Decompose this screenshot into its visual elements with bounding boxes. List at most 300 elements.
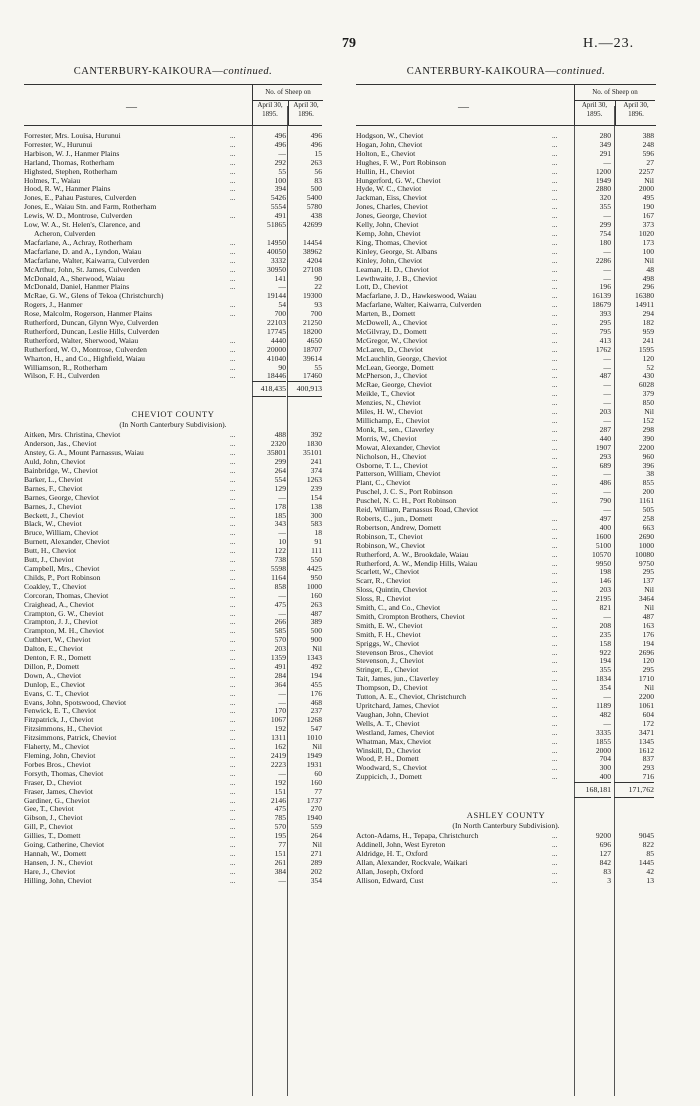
sheep-1896: 2200 — [638, 442, 654, 452]
sheep-1896: 438 — [310, 211, 322, 221]
leader-dots: ... — [552, 773, 558, 782]
sheep-1896: 396 — [642, 460, 654, 470]
sheep-1895: 5598 — [270, 563, 286, 573]
sheep-1896: 2696 — [638, 647, 654, 657]
leader-dots: ... — [230, 529, 236, 538]
sheep-1896: 202 — [310, 866, 322, 876]
holder-name: Beckett, J., Cheviot — [24, 510, 84, 520]
holder-name: Corcoran, Thomas, Cheviot — [24, 590, 109, 600]
holder-name: Meikle, T., Cheviot — [356, 389, 415, 399]
leader-dots: ... — [552, 176, 558, 185]
sheep-1895: 198 — [599, 567, 611, 577]
leader-dots: ... — [230, 301, 236, 310]
leader-dots: ... — [552, 604, 558, 613]
sheep-1896: 289 — [310, 857, 322, 867]
sheep-1896: 120 — [642, 656, 654, 666]
sheep-1896: 4204 — [306, 255, 322, 265]
sheep-1895: 1359 — [270, 653, 286, 663]
leader-dots: ... — [230, 689, 236, 698]
holder-name: Rutherford, Duncan, Leslie Hills, Culverden — [24, 326, 160, 336]
left-title-suffix: continued. — [223, 66, 273, 77]
sheep-1896: 163 — [642, 620, 654, 630]
leader-dots: ... — [552, 639, 558, 648]
leader-dots: ... — [230, 564, 236, 573]
holder-name: Rose, Malcolm, Rogerson, Hanmer Plains — [24, 309, 153, 319]
sheep-1895: 475 — [274, 804, 286, 814]
sheep-1896: Nil — [312, 840, 322, 850]
holder-name: Macfarlane, D. and A., Lyndon, Waiau — [24, 246, 142, 256]
sheep-1895: — — [603, 505, 611, 515]
sheep-1895: — — [278, 608, 286, 618]
leader-dots: ... — [552, 354, 558, 363]
sheep-1896: 1830 — [306, 439, 322, 449]
sheep-1896: 18707 — [303, 344, 322, 354]
holder-name: Gee, T., Cheviot — [24, 804, 74, 814]
sheep-1895: — — [278, 528, 286, 538]
sheep-1895: — — [278, 688, 286, 698]
left-header-col-1896: April 30, 1896. — [288, 101, 323, 125]
sheep-1895: 180 — [599, 237, 611, 247]
sheep-1895: 264 — [274, 466, 286, 475]
holder-name: Gill, P., Cheviot — [24, 822, 73, 832]
holder-name: Morris, W., Cheviot — [356, 433, 417, 443]
page-header — [0, 36, 700, 56]
sheep-1895: 20000 — [267, 344, 286, 354]
sheep-1896: 296 — [642, 282, 654, 292]
holder-name: Down, A., Cheviot — [24, 670, 82, 680]
sheep-1896: 13 — [646, 875, 654, 885]
sheep-1895: 146 — [599, 576, 611, 586]
holder-name: Scarr, R., Cheviot — [356, 576, 411, 586]
sheep-1896: 1020 — [638, 228, 654, 238]
sheep-1895: 30950 — [267, 264, 286, 274]
holder-name: Gillies, T., Domett — [24, 831, 81, 841]
leader-dots: ... — [230, 876, 236, 885]
sheep-1895: 2320 — [270, 439, 286, 449]
sheep-1896: 3464 — [638, 594, 654, 604]
leader-dots: ... — [230, 185, 236, 194]
leader-dots: ... — [552, 841, 558, 850]
sheep-1896: 1445 — [638, 857, 654, 867]
leader-dots: ... — [230, 354, 236, 363]
left-county-heading: CHEVIOT COUNTY — [131, 409, 215, 420]
sheep-1896: 559 — [310, 822, 322, 832]
sheep-1896: 138 — [310, 501, 322, 511]
holder-name: Rutherford, A. W., Mendip Hills, Waiau — [356, 558, 478, 568]
document-reference: H.—23. — [583, 36, 635, 51]
sheep-1895: 35801 — [267, 448, 286, 458]
leader-dots: ... — [230, 627, 236, 636]
sheep-1896: 430 — [642, 371, 654, 381]
leader-dots: ... — [230, 823, 236, 832]
holder-name: Rogers, J., Hanmer — [24, 300, 83, 310]
leader-dots: ... — [552, 301, 558, 310]
sheep-1895: — — [603, 416, 611, 425]
holder-name: Osborne, T. L., Cheviot — [356, 460, 428, 470]
sheep-1895: 196 — [599, 282, 611, 292]
sheep-1895: 475 — [274, 599, 286, 609]
left-title-text: CANTERBURY-KAIKOURA— — [73, 66, 224, 77]
holder-name: Jones, E., Waiau Stn. and Farm, Rotherham — [24, 202, 157, 212]
sheep-1896: 77 — [314, 786, 322, 796]
leader-dots: ... — [552, 247, 558, 256]
leader-dots: ... — [230, 176, 236, 185]
sheep-1896: 9750 — [638, 558, 654, 568]
sheep-1896: Nil — [644, 175, 654, 185]
leader-dots: ... — [230, 511, 236, 520]
leader-dots: ... — [552, 132, 558, 140]
holder-name: Highsted, Stephen, Rotherham — [24, 166, 118, 176]
leader-dots: ... — [230, 132, 236, 140]
holder-name: Barnes, J., Cheviot — [24, 501, 82, 511]
sheep-1895: 10 — [278, 537, 286, 547]
sheep-1895: 9200 — [595, 831, 611, 841]
sheep-1895: 821 — [599, 603, 611, 613]
leader-dots: ... — [230, 556, 236, 565]
holder-name: Hare, J., Cheviot — [24, 866, 76, 876]
sheep-1895: 293 — [599, 451, 611, 461]
leader-dots: ... — [230, 158, 236, 167]
leader-dots: ... — [230, 858, 236, 867]
sheep-1896: 2200 — [638, 692, 654, 702]
holder-name: Auld, John, Cheviot — [24, 457, 86, 467]
sheep-1895: 54 — [278, 300, 286, 310]
sheep-1895: 1067 — [270, 715, 286, 725]
right-table-header — [356, 84, 656, 126]
sheep-1895: 195 — [274, 831, 286, 841]
holder-name: McGregor, W., Cheviot — [356, 335, 428, 345]
holder-name: Nicholson, H., Cheviot — [356, 451, 427, 461]
sheep-1896: 38 — [646, 469, 654, 479]
sheep-1896: 173 — [642, 237, 654, 247]
sheep-1896: 38962 — [303, 246, 322, 256]
leader-dots: ... — [230, 752, 236, 760]
sheep-1896: 455 — [310, 679, 322, 689]
leader-dots: ... — [552, 532, 558, 541]
leader-dots: ... — [552, 702, 558, 710]
sheep-1896: 10080 — [635, 549, 654, 559]
sheep-1895: 18679 — [592, 300, 611, 310]
leader-dots: ... — [552, 212, 558, 221]
leader-dots: ... — [230, 520, 236, 529]
sheep-1896: 392 — [310, 430, 322, 440]
right-title-suffix: continued. — [556, 66, 606, 77]
leader-dots: ... — [552, 719, 558, 728]
holder-name: Addinell, John, West Eyreton — [356, 840, 446, 850]
sheep-1895: 400 — [599, 772, 611, 782]
holder-name: Hodgson, W., Cheviot — [356, 131, 424, 140]
sheep-1895: 203 — [274, 644, 286, 654]
sheep-1895: 83 — [603, 866, 611, 876]
sheep-1895: 364 — [274, 679, 286, 689]
sheep-1895: — — [603, 157, 611, 167]
sheep-1896: 1010 — [306, 733, 322, 743]
holder-name: Cuthbert, W., Cheviot — [24, 635, 91, 645]
right-header-col-1896: April 30, 1896. — [615, 101, 656, 125]
leader-dots: ... — [552, 523, 558, 532]
holder-name: Plant, C., Cheviot — [356, 478, 411, 488]
leader-dots: ... — [552, 425, 558, 434]
holder-name: Aitken, Mrs. Christina, Cheviot — [24, 430, 121, 440]
holder-name: Acton-Adams, H., Tepapa, Christchurch — [356, 831, 479, 841]
holder-name: McPherson, J., Cheviot — [356, 371, 428, 381]
leader-dots: ... — [230, 440, 236, 449]
leader-dots: ... — [230, 716, 236, 725]
leader-dots: ... — [230, 256, 236, 265]
sheep-1895: 570 — [274, 822, 286, 832]
holder-name: Stevenson, J., Cheviot — [356, 656, 424, 666]
holder-name: Marten, B., Domett — [356, 309, 416, 319]
holder-name: Butt, J., Cheviot — [24, 555, 74, 565]
holder-name: Bruce, William, Cheviot — [24, 528, 99, 538]
leader-dots: ... — [552, 256, 558, 265]
sheep-1895: 355 — [599, 665, 611, 675]
holder-name: Smith, Crompton Brothers, Cheviot — [356, 611, 465, 621]
sheep-1895: 178 — [274, 501, 286, 511]
sheep-1896: 855 — [642, 478, 654, 488]
sheep-1896: 468 — [310, 697, 322, 707]
leader-dots: ... — [552, 876, 558, 885]
holder-name: Macfarlane, A., Achray, Rotherham — [24, 237, 133, 247]
sheep-1895: 299 — [599, 220, 611, 230]
sheep-1895: 151 — [274, 786, 286, 796]
leader-dots: ... — [552, 443, 558, 452]
holder-name: Crampton, J. J., Cheviot — [24, 617, 98, 627]
holder-name: Flaherty, M., Cheviot — [24, 742, 90, 752]
sheep-1896: 42699 — [303, 220, 322, 230]
sheep-1896: 16380 — [635, 291, 654, 301]
leader-dots: ... — [230, 149, 236, 158]
sheep-1896: 1061 — [638, 701, 654, 710]
sheep-1896: 505 — [642, 505, 654, 515]
leader-dots: ... — [230, 475, 236, 484]
sheep-1895: 141 — [274, 273, 286, 283]
table-row — [356, 877, 656, 886]
leader-dots: ... — [230, 372, 236, 381]
leader-dots: ... — [552, 399, 558, 408]
leader-dots: ... — [552, 283, 558, 292]
sheep-1896: 716 — [642, 772, 654, 782]
leader-dots: ... — [552, 595, 558, 604]
sheep-1896: 379 — [642, 389, 654, 399]
sheep-1895: 235 — [599, 629, 611, 639]
leader-dots: ... — [230, 636, 236, 645]
holder-name: Menzies, N., Cheviot — [356, 398, 421, 408]
sheep-1896: 258 — [642, 513, 654, 523]
sheep-1896: 374 — [310, 466, 322, 475]
holder-name: Kinley, John, Cheviot — [356, 255, 423, 265]
sheep-1896: 35101 — [303, 448, 322, 458]
sheep-1896: 390 — [642, 433, 654, 443]
holder-name: Wilson, F. H., Culverden — [24, 371, 100, 381]
sheep-1895: 22103 — [267, 318, 286, 328]
leader-dots: ... — [230, 458, 236, 467]
leader-dots: ... — [552, 621, 558, 630]
sheep-1896: 93 — [314, 300, 322, 310]
holder-name: Fitzpatrick, J., Cheviot — [24, 715, 94, 725]
sheep-1896: 596 — [642, 148, 654, 158]
sheep-1896: 264 — [310, 831, 322, 841]
sheep-1896: 194 — [310, 670, 322, 680]
leader-dots: ... — [230, 698, 236, 707]
sheep-1896: 1345 — [638, 736, 654, 746]
holder-name: Wells, A. T., Cheviot — [356, 718, 420, 728]
holder-name: Fraser, James, Cheviot — [24, 786, 93, 796]
holder-name: Evans, John, Spotswood, Cheviot — [24, 697, 127, 707]
holder-name: Kelly, John, Cheviot — [356, 220, 419, 230]
leader-dots: ... — [552, 497, 558, 506]
sheep-1896: 42 — [646, 866, 654, 876]
sheep-1896: 241 — [642, 335, 654, 345]
sheep-1896: 21250 — [303, 318, 322, 328]
right-rows-2 — [356, 832, 656, 885]
sheep-1895: 292 — [274, 157, 286, 167]
sheep-1896: 239 — [310, 483, 322, 493]
sheep-1895: 585 — [274, 626, 286, 636]
holder-name: Mowat, Alexander, Cheviot — [356, 442, 441, 452]
sheep-1895: 122 — [274, 546, 286, 556]
sheep-1895: — — [603, 353, 611, 363]
sheep-1895: 192 — [274, 777, 286, 787]
sheep-1895: — — [603, 611, 611, 621]
holder-name: Upritchard, James, Cheviot — [356, 701, 440, 710]
holder-name: Fenwick, E. T., Cheviot — [24, 706, 97, 716]
leader-dots: ... — [230, 814, 236, 823]
leader-dots: ... — [230, 600, 236, 609]
sheep-1895: 1164 — [271, 572, 286, 582]
holder-name: Barker, L., Cheviot — [24, 474, 83, 484]
left-column — [24, 66, 322, 886]
sheep-1896: 5780 — [306, 202, 322, 212]
sheep-1895: 203 — [599, 585, 611, 595]
sheep-1896: 1268 — [306, 715, 322, 725]
sheep-1896: 176 — [310, 688, 322, 698]
leader-dots: ... — [552, 693, 558, 702]
sheep-1895: — — [603, 469, 611, 479]
sheep-1896: 152 — [642, 416, 654, 425]
sheep-1895: 162 — [274, 742, 286, 752]
left-total-1895: 418,435 — [252, 381, 286, 397]
holder-name: Patterson, William, Cheviot — [356, 469, 441, 479]
sheep-1895: 203 — [599, 407, 611, 417]
leader-dots: ... — [552, 541, 558, 550]
sheep-1896: 39614 — [303, 353, 322, 363]
sheep-1895: 704 — [599, 754, 611, 764]
holder-name: Forrester, Mrs. Louisa, Hurunui — [24, 131, 121, 140]
leader-dots: ... — [552, 764, 558, 773]
sheep-1896: 172 — [642, 718, 654, 728]
sheep-1895: — — [603, 487, 611, 497]
leader-dots: ... — [552, 470, 558, 479]
leader-dots: ... — [552, 867, 558, 876]
holder-name: Harbison, W. J., Hanmer Plains — [24, 148, 120, 158]
sheep-1895: 1949 — [595, 175, 611, 185]
table-row — [24, 877, 322, 886]
sheep-1896: Nil — [644, 407, 654, 417]
leader-dots: ... — [230, 194, 236, 203]
sheep-1895: 570 — [274, 635, 286, 645]
holder-name: Hungerford, G. W., Cheviot — [356, 175, 441, 185]
holder-name: Lewthwaite, J. B., Cheviot — [356, 273, 438, 283]
leader-dots: ... — [552, 319, 558, 328]
sheep-1895: 400 — [599, 522, 611, 532]
right-column-title — [356, 66, 656, 84]
sheep-1895: 17745 — [267, 326, 286, 336]
leader-dots: ... — [230, 841, 236, 850]
sheep-1896: 18 — [314, 528, 322, 538]
holder-name: Rutherford, W. O., Montrose, Culverden — [24, 344, 147, 354]
sheep-1896: 293 — [642, 763, 654, 773]
sheep-1895: 266 — [274, 617, 286, 627]
holder-name: McDowell, A., Cheviot — [356, 318, 428, 328]
leader-dots: ... — [552, 832, 558, 841]
leader-dots: ... — [552, 390, 558, 399]
leader-dots: ... — [230, 654, 236, 663]
leader-dots: ... — [230, 274, 236, 283]
leader-dots: ... — [230, 645, 236, 654]
holder-name: Hughes, F. W., Port Robinson — [356, 157, 447, 167]
sheep-1896: 270 — [310, 804, 322, 814]
sheep-1895: 151 — [274, 848, 286, 858]
sheep-1895: 16139 — [592, 291, 611, 301]
sheep-1896: 1940 — [306, 813, 322, 823]
sheep-1895: — — [278, 148, 286, 158]
sheep-1895: 922 — [599, 647, 611, 657]
holder-name: Aldridge, H. T., Oxford — [356, 848, 428, 858]
left-column-title — [24, 66, 322, 84]
sheep-1895: 18446 — [267, 371, 286, 381]
sheep-1896: 300 — [310, 510, 322, 520]
leader-dots: ... — [552, 327, 558, 336]
holder-name: Sloss, R., Cheviot — [356, 594, 411, 604]
sheep-1896: 495 — [642, 193, 654, 203]
holder-name: Jones, E., Pahau Pastures, Culverden — [24, 193, 137, 203]
sheep-1896: 1612 — [638, 745, 654, 755]
sheep-1896: 100 — [642, 246, 654, 256]
sheep-1896: 271 — [310, 848, 322, 858]
sheep-1896: 663 — [642, 522, 654, 532]
right-total-row — [356, 782, 656, 796]
left-rows — [24, 132, 322, 381]
sheep-1896: 200 — [642, 487, 654, 497]
holder-name: Forrester, W., Hurunui — [24, 139, 93, 149]
leader-dots: ... — [230, 591, 236, 600]
leader-dots: ... — [230, 832, 236, 841]
leader-dots: ... — [230, 582, 236, 591]
leader-dots: ... — [230, 760, 236, 769]
sheep-1896: 583 — [310, 519, 322, 529]
sheep-1895: 355 — [599, 202, 611, 212]
sheep-1895: 689 — [599, 460, 611, 470]
holder-name: Winskill, D., Cheviot — [356, 745, 421, 755]
sheep-1896: 15 — [314, 148, 322, 158]
sheep-1895: 284 — [274, 670, 286, 680]
holder-name: Dunlop, E., Cheviot — [24, 679, 85, 689]
sheep-1896: 182 — [642, 318, 654, 328]
leader-dots: ... — [230, 618, 236, 627]
left-header-col-1895: April 30, 1895. — [257, 101, 283, 118]
sheep-1896: 354 — [310, 875, 322, 885]
holder-name: Williamson, R., Rotherham — [24, 362, 108, 372]
holder-name: Miles, H. W., Cheviot — [356, 407, 423, 417]
sheep-1895: 3332 — [270, 255, 286, 265]
sheep-1895: 127 — [599, 848, 611, 858]
holder-name: Hullin, H., Cheviot — [356, 166, 415, 176]
holder-name: Forbes Bros., Cheviot — [24, 759, 91, 769]
sheep-1896: 27108 — [303, 264, 322, 274]
leader-dots: ... — [230, 467, 236, 475]
leader-dots: ... — [230, 707, 236, 716]
